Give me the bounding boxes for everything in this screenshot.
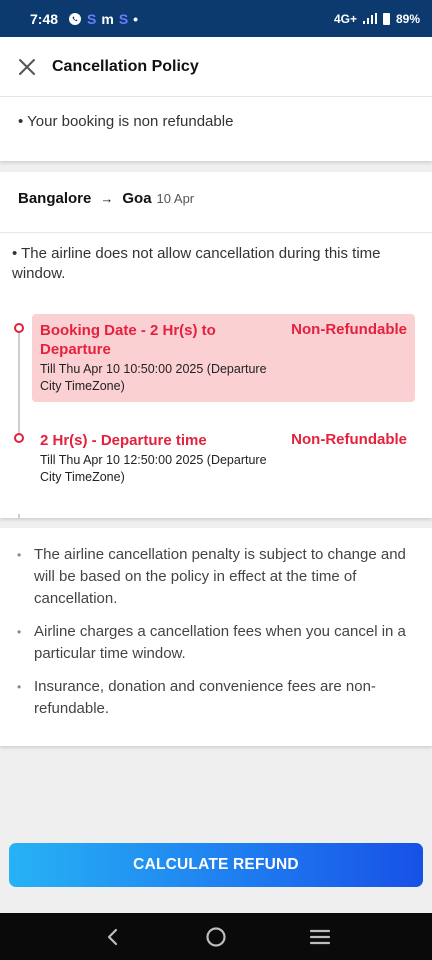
timeline-dot: [14, 433, 24, 443]
notification-icons: [68, 11, 138, 27]
timeline-line-end: [18, 514, 20, 518]
notif-more-dot: •: [133, 10, 139, 27]
refund-status-text: • Your booking is non refundable: [18, 113, 234, 130]
close-icon: [18, 58, 36, 76]
home-circle-icon: [205, 926, 227, 948]
status-bar: [0, 0, 432, 37]
signal-icon: [363, 13, 377, 24]
timeline-title: 2 Hr(s) - Departure time: [40, 432, 207, 449]
timeline-status: Non-Refundable: [291, 321, 407, 338]
timeline-row: [32, 314, 415, 402]
battery-icon: [383, 13, 390, 25]
arrow-right-icon: →: [100, 191, 114, 206]
notif-app-icon-1: S: [87, 10, 97, 27]
divider: [0, 232, 432, 233]
timeline-line: [18, 330, 20, 434]
timeline-subtitle: Till Thu Apr 10 12:50:00 2025 (Departure City TimeZone): [40, 453, 267, 484]
notif-app-icon-3: S: [118, 10, 129, 27]
header: [0, 37, 432, 97]
home-button[interactable]: [196, 917, 236, 957]
route-origin: Bangalore: [18, 190, 92, 207]
list-item: • Airline charges a cancellation fees when you cancel in a particular time window.: [0, 621, 432, 665]
menu-lines-icon: [309, 928, 331, 946]
route-destination: Goa: [122, 190, 152, 207]
policy-card: [0, 172, 432, 518]
page-title: Cancellation Policy: [52, 57, 199, 75]
timeline-title: Booking Date - 2 Hr(s) to Departure: [40, 322, 216, 358]
back-button[interactable]: [92, 917, 132, 957]
calculate-refund-button[interactable]: CALCULATE REFUND: [9, 843, 423, 887]
close-button[interactable]: [2, 37, 52, 97]
recents-button[interactable]: [300, 917, 340, 957]
list-item: • Insurance, donation and convenience fees are non-refundable.: [0, 676, 432, 720]
system-nav-bar: [0, 913, 432, 960]
battery-level: 89%: [395, 11, 420, 26]
whatsapp-icon: [68, 12, 82, 26]
notes-card: [0, 528, 432, 746]
notif-app-icon-2: m: [101, 10, 114, 27]
airline-note: • The airline does not allow cancellation during this time window.: [12, 245, 381, 282]
route-date: 10 Apr: [156, 191, 195, 206]
timeline-dot: [14, 323, 24, 333]
back-chevron-icon: [105, 928, 119, 946]
timeline-status: Non-Refundable: [291, 431, 407, 448]
notes-list: [0, 544, 432, 731]
refund-status-card: [0, 97, 432, 161]
route-header: [18, 190, 194, 207]
network-indicator: 4G+: [333, 11, 357, 26]
status-right: [334, 12, 420, 26]
list-item: • The airline cancellation penalty is subject to change and will be based on the policy in effect at the time of cancellation.: [0, 544, 432, 610]
timeline-subtitle: Till Thu Apr 10 10:50:00 2025 (Departure City TimeZone): [40, 362, 267, 393]
status-time: 7:48: [30, 10, 59, 27]
timeline-row: [32, 424, 415, 494]
